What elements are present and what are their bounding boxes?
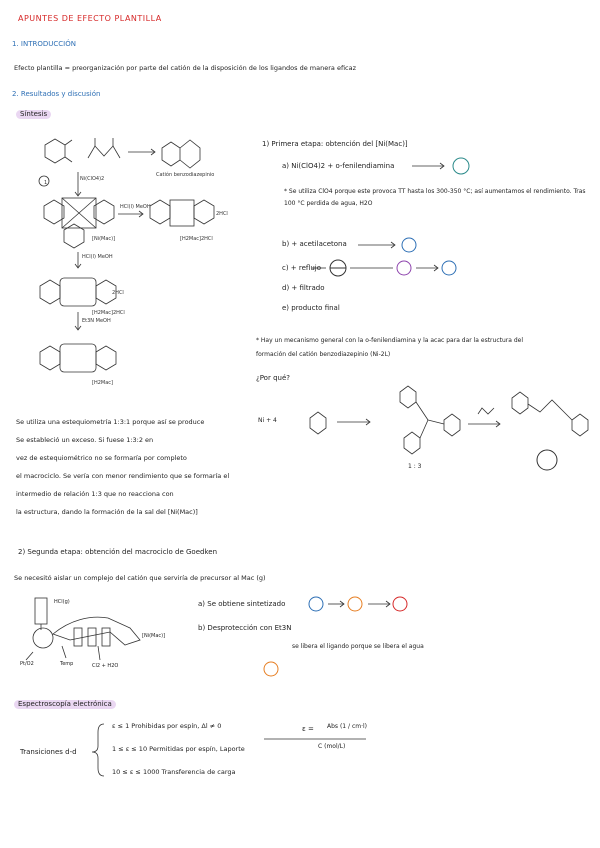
apparatus-mid-label: Temp bbox=[60, 661, 74, 667]
scheme-salt-3: [H2Mac]2HCl bbox=[92, 310, 125, 316]
apparatus-top-label: HCl(g) bbox=[54, 599, 70, 605]
results-heading: 2. Resultados y discusión bbox=[12, 90, 101, 98]
step2-b-note: se libera el ligando porque se libera el agua bbox=[292, 643, 424, 650]
intro-heading: 1. INTRODUCCIÓN bbox=[12, 40, 76, 48]
scheme-salt-2: [H2Mac]2HCl bbox=[180, 236, 213, 242]
step1-d: d) + filtrado bbox=[282, 284, 325, 292]
spectro-line-1: ε ≤ 1 Prohibidas por espín, Δl ≠ 0 bbox=[112, 722, 222, 730]
scheme-reagent-hcl-2: HCl(l) MeOH bbox=[82, 254, 113, 260]
scheme-salt-4: [H2Mac] bbox=[92, 380, 113, 386]
scheme-reagent-et3n: Et3N MeOH bbox=[82, 318, 111, 324]
spectro-formula-numerator bbox=[284, 722, 374, 731]
stoich-line-1: Se utiliza una estequiometría 1:3:1 porque así se produce bbox=[16, 418, 205, 426]
scheme-reagent: Ni(ClO4)2 bbox=[80, 176, 105, 182]
mech-ratio: 1 : 3 bbox=[408, 463, 422, 470]
stoich-line-2: Se estableció un exceso. Si fuese 1:3:2 en bbox=[16, 436, 154, 444]
step1-note: * Se utiliza ClO4 porque este provoca TT hasta los 300-350 °C; así aumentamos el rendimiento. Tras 100 °C perdida de agua, H2O bbox=[284, 188, 586, 207]
stoich-line-4: el macrociclo. Se vería con menor rendimiento que se formaría el bbox=[16, 472, 230, 480]
spectro-formula-denominator: C (mol/L) bbox=[318, 743, 346, 750]
mech-note-2: formación del catión benzodiazepinio (Ni-2L) bbox=[256, 351, 391, 358]
apparatus-right-label: [Ni(Mac)] bbox=[142, 633, 166, 639]
mech-question: ¿Por qué? bbox=[256, 374, 290, 382]
spectro-transitions: Transiciones d-d bbox=[20, 748, 77, 756]
spectro-formula-num-text: Abs (1 / cm·l) bbox=[327, 723, 367, 730]
apparatus-bottom-label: Cl2 + H2O bbox=[92, 663, 119, 669]
step1-title: 1) Primera etapa: obtención del [Ni(Mac)] bbox=[262, 140, 408, 148]
step1-e: e) producto final bbox=[282, 304, 340, 312]
step2-title: 2) Segunda etapa: obtención del macrociclo de Goedken bbox=[18, 548, 218, 556]
synthesis-tag: Síntesis bbox=[16, 110, 51, 119]
stoich-line-3: vez de estequiométrico no se formaría por completo bbox=[16, 454, 187, 462]
apparatus-flask-label: Pt/O2 bbox=[20, 661, 34, 667]
spectro-line-3: 10 ≤ ε ≤ 1000 Transferencia de carga bbox=[112, 768, 236, 776]
scheme-salt-1: [Ni(Mac)] bbox=[92, 236, 116, 242]
stoich-line-6: la estructura, dando la formación de la sal del [Ni(Mac)] bbox=[16, 508, 198, 516]
step2-a: a) Se obtiene sintetizado bbox=[198, 600, 286, 608]
mech-note-1: * Hay un mecanismo general con la o-fenilendiamina y la acac para dar la estructura del bbox=[256, 337, 523, 344]
mech-ni-label: Ni + 4 bbox=[258, 417, 277, 424]
step2-b: b) Desprotección con Et3N bbox=[198, 624, 292, 632]
step1-b: b) + acetilacetona bbox=[282, 240, 347, 248]
page-title: APUNTES DE EFECTO PLANTILLA bbox=[18, 14, 162, 23]
spectro-line-2: 1 ≤ ε ≤ 10 Permitidas por espín, Laporte bbox=[112, 745, 245, 753]
scheme-circle-label: 1 bbox=[44, 180, 48, 186]
scheme-tag-hcl: 2HCl bbox=[216, 211, 228, 217]
step1-a: a) Ni(ClO4)2 + o-fenilendiamina bbox=[282, 162, 395, 170]
scheme-diazepine-label: Catión benzodiazepinio bbox=[156, 172, 215, 178]
spectro-tag: Espectroscopía electrónica bbox=[14, 700, 116, 709]
step1-c: c) + reflujo bbox=[282, 264, 321, 272]
scheme-tag-hcl-2: 2HCl bbox=[112, 290, 124, 296]
stoich-line-5: intermedio de relación 1:3 que no reacciona con bbox=[16, 490, 174, 498]
intro-text: Efecto plantilla = preorganización por parte del catión de la disposición de los ligandos de manera eficaz bbox=[14, 64, 357, 72]
scheme-reagent-hcl: HCl(l) MeOH bbox=[120, 204, 151, 210]
spectro-formula-lhs: ε = bbox=[302, 725, 314, 733]
step2-line-1: Se necesitó aislar un complejo del catión que serviría de precursor al Mac (g) bbox=[14, 574, 266, 582]
